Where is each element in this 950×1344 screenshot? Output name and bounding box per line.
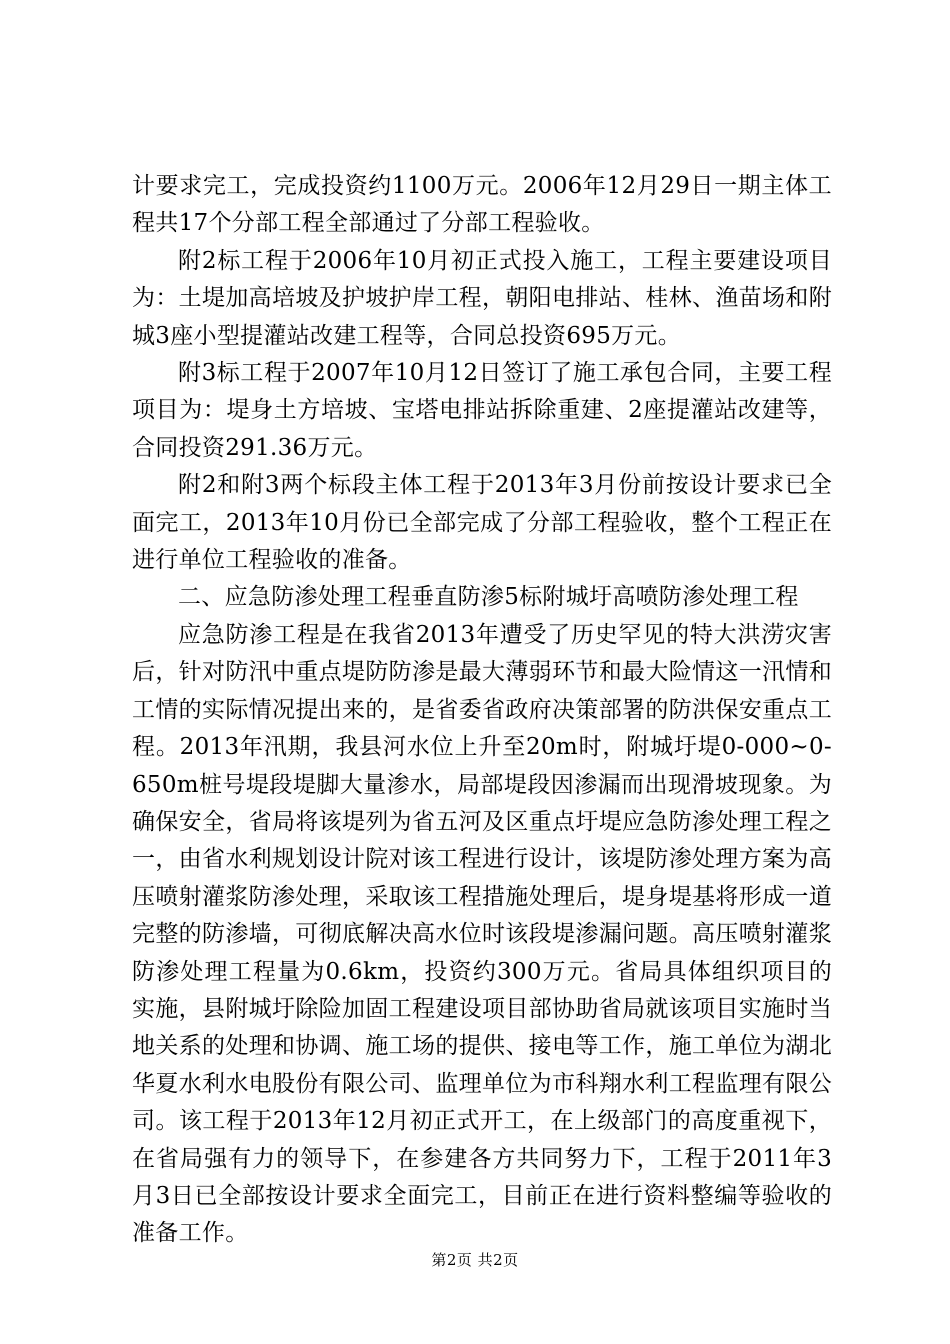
page-footer: 第2页 共2页: [431, 1251, 519, 1269]
paragraph-section-3: 附3标工程于2007年10月12日签订了施工承包合同，主要工程项目为：堤身土方培坡、宝塔电排站拆除重建、2座提灌站改建等，合同投资291.36万元。: [132, 360, 832, 461]
paragraph-section-2: 附2标工程于2006年10月初正式投入施工，工程主要建设项目为：土堤加高培坡及护坡护岸工程，朝阳电排站、桂林、渔苗场和附城3座小型提灌站改建工程等，合同总投资695万元。: [132, 247, 832, 349]
paragraph-continuation: 计要求完工，完成投资约1100万元。2006年12月29日一期主体工程共17个分部工程全部通过了分部工程验收。: [132, 173, 832, 237]
paragraph-emergency-seepage: 应急防渗工程是在我省2013年遭受了历史罕见的特大洪涝灾害后，针对防汛中重点堤防防渗是最大薄弱环节和最大险情这一汛情和工情的实际情况提出来的，是省委省政府决策部署的防洪保安重点工程。2013年汛期，我县河水位上升至20m时，附城圩堤0-000~0-650m桩号堤段堤脚大量渗水，局部堤段因渗漏而出现滑坡现象。为确保安全，省局将该堤列为省五河及区重点圩堤应急防渗处理工程之一，由省水利规划设计院对该工程进行设计，该堤防渗处理方案为高压喷射灌浆防渗处理，采取该工程措施处理后，堤身堤基将形成一道完整的防渗墙，可彻底解决高水位时该段堤渗漏问题。高压喷射灌浆防渗处理工程量为0.6km，投资约300万元。省局具体组织项目的实施，县附城圩除险加固工程建设项目部协助省局就该项目实施时当地关系的处理和协调、施工场的提供、接电等工作，施工单位为湖北华夏水利水电股份有限公司、监理单位为市科翔水利工程监理有限公司。该工程于2013年12月初正式开工，在上级部门的高度重视下，在省局强有力的领导下，在参建各方共同努力下，工程于2011年3月3日已全部按设计要求全面完工，目前正在进行资料整编等验收的准备工作。: [132, 621, 832, 1247]
document-body: [132, 168, 832, 1253]
paragraph-sections-summary: 附2和附3两个标段主体工程于2013年3月份前按设计要求已全面完工，2013年10月份已全部完成了分部工程验收，整个工程正在进行单位工程验收的准备。: [132, 472, 832, 574]
section-heading: 二、应急防渗处理工程垂直防渗5标附城圩高喷防渗处理工程: [178, 584, 799, 611]
